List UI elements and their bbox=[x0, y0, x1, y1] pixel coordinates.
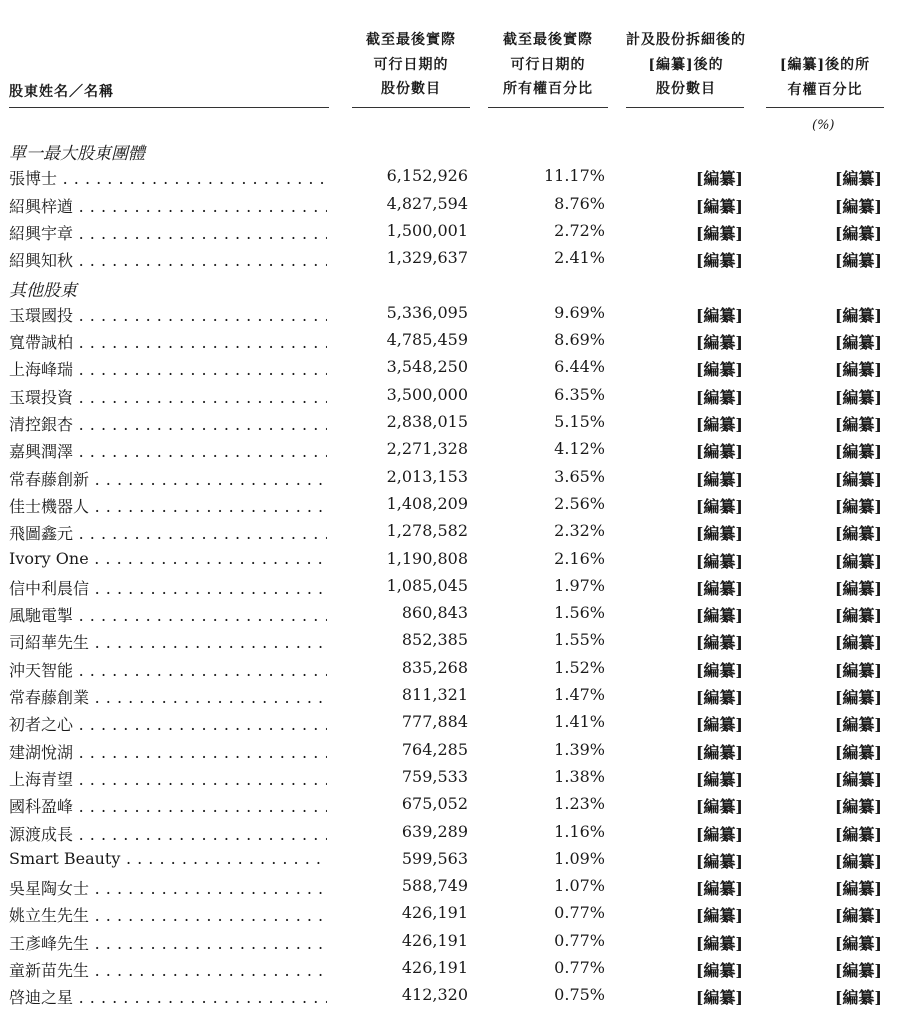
pct-after-redacted: [編纂] bbox=[834, 988, 882, 1008]
shareholder-name: 吳星陶女士 . . . bbox=[9, 876, 327, 899]
pct-at-lpd: 0.75% bbox=[554, 985, 605, 1005]
shareholder-name: 紹興宇章 . . . bbox=[9, 221, 327, 244]
table-row bbox=[0, 221, 902, 248]
table-row bbox=[0, 876, 902, 903]
pct-after-redacted: [編纂] bbox=[834, 169, 882, 189]
shares-at-lpd: 777,884 bbox=[401, 712, 468, 732]
shares-at-lpd: 811,321 bbox=[401, 685, 468, 704]
shares-at-lpd: 599,563 bbox=[401, 848, 468, 868]
shares-at-lpd: 2,838,015 bbox=[386, 412, 468, 431]
table-row bbox=[0, 385, 902, 412]
shares-after-redacted: [編纂] bbox=[695, 688, 743, 707]
pct-at-lpd: 1.47% bbox=[554, 685, 605, 704]
pct-after-redacted: [編纂] bbox=[834, 660, 882, 680]
shares-at-lpd: 426,191 bbox=[401, 958, 468, 977]
pct-after-redacted: [編纂] bbox=[834, 360, 882, 380]
pct-at-lpd: 2.41% bbox=[554, 248, 605, 268]
shares-after-redacted: [編纂] bbox=[695, 196, 743, 216]
shareholder-name: 飛圖鑫元 . . . bbox=[9, 521, 327, 544]
shares-at-lpd: 759,533 bbox=[401, 766, 468, 786]
pct-after-redacted: [編纂] bbox=[834, 551, 882, 571]
shares-after-redacted: [編纂] bbox=[695, 333, 743, 353]
shareholder-name: Smart Beauty . . . bbox=[9, 849, 327, 868]
shares-after-redacted: [編纂] bbox=[695, 660, 743, 680]
pct-after-redacted: [編纂] bbox=[834, 824, 882, 844]
table-row bbox=[0, 494, 902, 521]
pct-at-lpd: 1.97% bbox=[554, 575, 605, 595]
pct-at-lpd: 8.76% bbox=[554, 193, 605, 213]
pct-after-redacted: [編纂] bbox=[834, 305, 882, 325]
shares-after-redacted: [編纂] bbox=[695, 715, 743, 735]
table-row bbox=[0, 822, 902, 849]
shares-after-redacted: [編纂] bbox=[695, 851, 743, 871]
shares-at-lpd: 2,013,153 bbox=[386, 466, 468, 486]
pct-at-lpd: 0.77% bbox=[554, 903, 605, 923]
shares-at-lpd: 860,843 bbox=[401, 603, 468, 623]
shares-after-redacted: [編纂] bbox=[695, 879, 743, 899]
shares-at-lpd: 412,320 bbox=[401, 985, 468, 1005]
shares-at-lpd: 426,191 bbox=[401, 903, 468, 923]
pct-at-lpd: 1.56% bbox=[554, 603, 605, 623]
shares-after-redacted: [編纂] bbox=[695, 933, 743, 953]
pct-at-lpd: 1.16% bbox=[554, 821, 605, 841]
table-row bbox=[0, 357, 902, 384]
pct-after-redacted: [編纂] bbox=[834, 578, 882, 598]
table-row bbox=[0, 603, 902, 630]
pct-at-lpd: 0.77% bbox=[554, 930, 605, 950]
shares-after-redacted: [編纂] bbox=[695, 606, 743, 626]
table-row bbox=[0, 412, 902, 439]
header-rule-col1 bbox=[352, 107, 470, 108]
shares-at-lpd: 5,336,095 bbox=[386, 302, 468, 322]
shares-after-redacted: [編纂] bbox=[695, 223, 743, 243]
header-rule-col2 bbox=[488, 107, 608, 108]
shareholder-name: 源渡成長 . . . bbox=[9, 822, 327, 845]
pct-after-redacted: [編纂] bbox=[834, 223, 882, 243]
pct-at-lpd: 8.69% bbox=[554, 330, 605, 350]
shareholder-name: 紹興知秋 . . . bbox=[9, 248, 327, 271]
pct-at-lpd: 2.72% bbox=[554, 220, 605, 240]
shareholder-name: 信中利晨信 . . . bbox=[9, 576, 327, 599]
shareholder-name: 玉環投資 . . . bbox=[9, 385, 327, 408]
pct-after-redacted: [編纂] bbox=[834, 688, 882, 707]
shares-after-redacted: [編纂] bbox=[695, 442, 743, 462]
shareholder-name: 啓迪之星 . . . bbox=[9, 985, 327, 1008]
shareholder-name: 童新苗先生 . . . bbox=[9, 958, 327, 981]
pct-after-redacted: [編纂] bbox=[834, 769, 882, 789]
table-row bbox=[0, 767, 902, 794]
table-row bbox=[0, 685, 902, 712]
header-pct-after: [編纂]後的所 有權百分比 bbox=[779, 57, 871, 98]
table-row bbox=[0, 166, 902, 193]
shareholder-name: 國科盈峰 . . . bbox=[9, 794, 327, 817]
shares-at-lpd: 764,285 bbox=[401, 739, 468, 759]
shares-at-lpd: 1,085,045 bbox=[386, 575, 468, 595]
shareholder-name: 沖天智能 . . . bbox=[9, 658, 327, 681]
table-row bbox=[0, 576, 902, 603]
pct-at-lpd: 1.07% bbox=[554, 876, 605, 896]
section-title: 單一最大股東團體 bbox=[9, 144, 145, 164]
pct-after-redacted: [編纂] bbox=[834, 196, 882, 216]
pct-after-redacted: [編纂] bbox=[834, 524, 882, 544]
pct-at-lpd: 6.44% bbox=[554, 357, 605, 377]
shareholder-name: 張博士 . . . bbox=[9, 166, 327, 189]
pct-after-redacted: [編纂] bbox=[834, 387, 882, 407]
pct-at-lpd: 2.32% bbox=[554, 521, 605, 541]
shares-after-redacted: [編纂] bbox=[695, 742, 743, 762]
pct-at-lpd: 1.09% bbox=[554, 848, 605, 868]
table-row bbox=[0, 248, 902, 275]
pct-at-lpd: 4.12% bbox=[554, 439, 605, 459]
pct-after-redacted: [編纂] bbox=[834, 606, 882, 626]
pct-after-redacted: [編纂] bbox=[834, 879, 882, 899]
pct-after-redacted: [編纂] bbox=[834, 797, 882, 817]
table-row bbox=[0, 712, 902, 739]
shares-after-redacted: [編纂] bbox=[695, 551, 743, 571]
header-shares-at-lpd: 截至最後實際 可行日期的 股份數目 bbox=[366, 32, 456, 97]
pct-after-redacted: [編纂] bbox=[834, 742, 882, 762]
pct-after-redacted: [編纂] bbox=[834, 496, 882, 516]
table-row bbox=[0, 549, 902, 576]
pct-at-lpd: 6.35% bbox=[554, 384, 605, 404]
shares-after-redacted: [編纂] bbox=[695, 305, 743, 325]
table-row bbox=[0, 958, 902, 985]
shareholder-name: 紹興梓遒 . . . bbox=[9, 194, 327, 217]
shares-after-redacted: [編纂] bbox=[695, 988, 743, 1008]
pct-at-lpd: 0.77% bbox=[554, 958, 605, 977]
header-rule-name bbox=[9, 107, 329, 108]
shareholder-name: 佳士機器人 . . . bbox=[9, 494, 327, 517]
pct-at-lpd: 1.41% bbox=[554, 712, 605, 732]
pct-at-lpd: 2.56% bbox=[554, 493, 605, 513]
percent-unit-label: (%) bbox=[812, 118, 835, 133]
header-shareholder-name: 股東姓名／名稱 bbox=[9, 84, 114, 100]
shareholder-name: 清控銀杏 . . . bbox=[9, 412, 327, 435]
table-row bbox=[0, 630, 902, 657]
shareholder-name: 初者之心 . . . bbox=[9, 712, 327, 735]
pct-after-redacted: [編纂] bbox=[834, 933, 882, 953]
pct-after-redacted: [編纂] bbox=[834, 469, 882, 489]
shareholder-name: 王彥峰先生 . . . bbox=[9, 931, 327, 954]
shares-at-lpd: 1,278,582 bbox=[386, 521, 468, 541]
shares-after-redacted: [編纂] bbox=[695, 415, 743, 434]
shareholder-name: Ivory One . . . bbox=[9, 549, 327, 568]
shares-at-lpd: 588,749 bbox=[401, 876, 468, 896]
shares-at-lpd: 3,500,000 bbox=[386, 384, 468, 404]
pct-after-redacted: [編纂] bbox=[834, 961, 882, 980]
shareholder-name: 建湖悅湖 . . . bbox=[9, 740, 327, 763]
shares-after-redacted: [編纂] bbox=[695, 360, 743, 380]
pct-at-lpd: 3.65% bbox=[554, 466, 605, 486]
shares-at-lpd: 4,785,459 bbox=[386, 330, 468, 350]
pct-at-lpd: 1.38% bbox=[554, 766, 605, 786]
pct-at-lpd: 1.55% bbox=[554, 630, 605, 650]
shares-after-redacted: [編纂] bbox=[695, 633, 743, 653]
pct-at-lpd: 2.16% bbox=[554, 548, 605, 568]
table-row bbox=[0, 794, 902, 821]
header-pct-at-lpd: 截至最後實際 可行日期的 所有權百分比 bbox=[503, 32, 593, 97]
table-row bbox=[0, 194, 902, 221]
shares-at-lpd: 2,271,328 bbox=[386, 439, 468, 459]
shares-after-redacted: [編纂] bbox=[695, 797, 743, 817]
pct-at-lpd: 1.52% bbox=[554, 657, 605, 677]
pct-after-redacted: [編纂] bbox=[834, 906, 882, 926]
table-row bbox=[0, 467, 902, 494]
shareholder-name: 司紹華先生 . . . bbox=[9, 630, 327, 653]
shares-after-redacted: [編纂] bbox=[695, 496, 743, 516]
pct-at-lpd: 1.23% bbox=[554, 794, 605, 814]
pct-after-redacted: [編纂] bbox=[834, 442, 882, 462]
shareholder-name: 常春藤創新 . . . bbox=[9, 467, 327, 490]
shareholder-name: 嘉興潤澤 . . . bbox=[9, 439, 327, 462]
shares-after-redacted: [編纂] bbox=[695, 251, 743, 271]
shares-after-redacted: [編纂] bbox=[695, 469, 743, 489]
pct-at-lpd: 1.39% bbox=[554, 739, 605, 759]
shareholder-name: 上海青望 . . . bbox=[9, 767, 327, 790]
pct-after-redacted: [編纂] bbox=[834, 715, 882, 735]
shares-after-redacted: [編纂] bbox=[695, 169, 743, 189]
shares-after-redacted: [編纂] bbox=[695, 387, 743, 407]
table-row bbox=[0, 985, 902, 1012]
pct-after-redacted: [編纂] bbox=[834, 633, 882, 653]
table-row bbox=[0, 849, 902, 876]
shareholder-name: 姚立生先生 . . . bbox=[9, 903, 327, 926]
table-row bbox=[0, 740, 902, 767]
shares-at-lpd: 1,190,808 bbox=[386, 548, 468, 568]
section-title: 其他股東 bbox=[9, 280, 77, 301]
shares-at-lpd: 852,385 bbox=[401, 630, 468, 650]
pct-after-redacted: [編纂] bbox=[834, 251, 882, 271]
header-shares-after-split: 計及股份拆細後的 [編纂]後的 股份數目 bbox=[626, 32, 746, 97]
shareholder-name: 玉環國投 . . . bbox=[9, 303, 327, 326]
shares-at-lpd: 675,052 bbox=[401, 794, 468, 814]
shares-at-lpd: 1,500,001 bbox=[386, 220, 468, 240]
shares-after-redacted: [編纂] bbox=[695, 769, 743, 789]
table-row bbox=[0, 931, 902, 958]
pct-at-lpd: 5.15% bbox=[554, 412, 605, 431]
table-row bbox=[0, 903, 902, 930]
pct-at-lpd: 9.69% bbox=[554, 302, 605, 322]
pct-after-redacted: [編纂] bbox=[834, 333, 882, 353]
shareholder-name: 風馳電掣 . . . bbox=[9, 603, 327, 626]
shareholder-name: 上海峰瑞 . . . bbox=[9, 357, 327, 380]
header-rule-col3 bbox=[626, 107, 744, 108]
pct-after-redacted: [編纂] bbox=[834, 415, 882, 434]
shares-after-redacted: [編纂] bbox=[695, 524, 743, 544]
shares-after-redacted: [編纂] bbox=[695, 578, 743, 598]
shares-at-lpd: 1,408,209 bbox=[386, 493, 468, 513]
table-row bbox=[0, 330, 902, 357]
shares-at-lpd: 639,289 bbox=[401, 821, 468, 841]
shareholder-name: 寬帶誠柏 . . . bbox=[9, 330, 327, 353]
shares-after-redacted: [編纂] bbox=[695, 906, 743, 926]
table-row bbox=[0, 521, 902, 548]
pct-at-lpd: 11.17% bbox=[543, 166, 605, 186]
shares-at-lpd: 6,152,926 bbox=[386, 166, 468, 186]
table-row bbox=[0, 303, 902, 330]
shareholder-name: 常春藤創業 . . . bbox=[9, 685, 327, 708]
table-row bbox=[0, 439, 902, 466]
header-rule-col4 bbox=[766, 107, 884, 108]
shares-at-lpd: 426,191 bbox=[401, 930, 468, 950]
shares-at-lpd: 3,548,250 bbox=[386, 357, 468, 377]
shares-at-lpd: 835,268 bbox=[401, 657, 468, 677]
table-row bbox=[0, 658, 902, 685]
shares-after-redacted: [編纂] bbox=[695, 824, 743, 844]
shares-after-redacted: [編纂] bbox=[695, 961, 743, 980]
pct-after-redacted: [編纂] bbox=[834, 851, 882, 871]
shares-at-lpd: 1,329,637 bbox=[386, 248, 468, 268]
shares-at-lpd: 4,827,594 bbox=[386, 193, 468, 213]
